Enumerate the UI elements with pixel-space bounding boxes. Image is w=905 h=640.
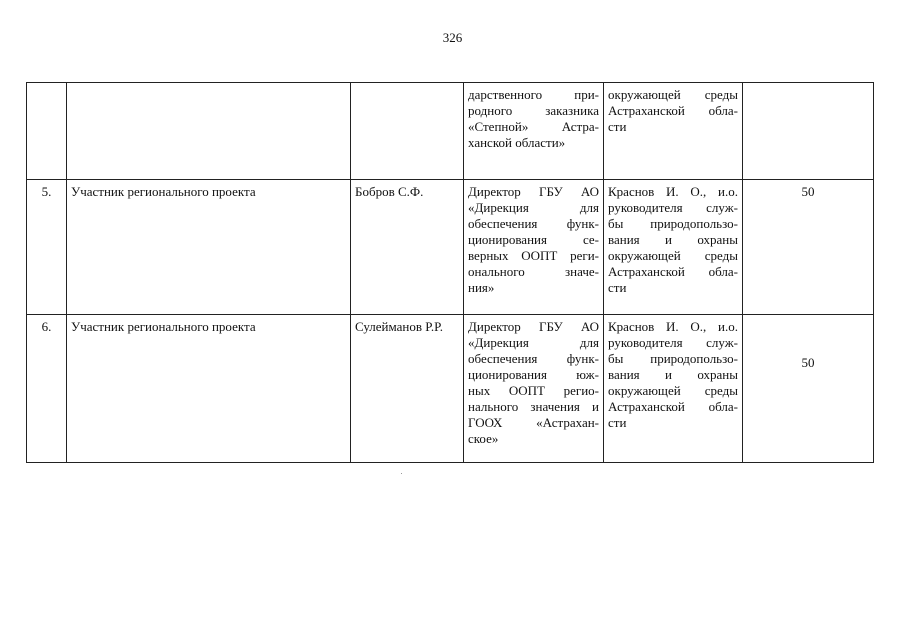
supervisor-line: сти: [608, 119, 627, 134]
position-line: ционирования се-: [468, 232, 599, 247]
position-line: «Степной» Астра-: [468, 119, 599, 134]
table-row: [27, 83, 874, 180]
supervisor-line: Краснов И. О., и.о.: [608, 319, 738, 334]
table-row: [27, 180, 874, 315]
supervisor-line: Астраханской обла-: [608, 264, 738, 279]
row-number-cell: [27, 83, 67, 180]
value-cell: [743, 180, 874, 315]
supervisor-line: бы природопользо-: [608, 216, 738, 231]
role-cell: Участник регионального проекта: [67, 180, 351, 315]
supervisor-line: окружающей среды: [608, 248, 738, 263]
role-cell: [67, 83, 351, 180]
position-line: ханской области»: [468, 135, 566, 150]
position-line: «Дирекция для: [468, 200, 599, 215]
supervisor-line: бы природопользо-: [608, 351, 738, 366]
supervisor-line: сти: [608, 280, 627, 295]
role-cell: Участник регионального проекта: [67, 315, 351, 463]
supervisor-line: окружающей среды: [608, 383, 738, 398]
supervisor-line: руководителя служ-: [608, 335, 738, 350]
supervisor-cell: [604, 83, 743, 180]
position-line: ское»: [468, 431, 499, 446]
supervisor-line: Астраханской обла-: [608, 399, 738, 414]
row-number-cell: 6.: [27, 315, 67, 463]
supervisor-line: окружающей среды: [608, 87, 738, 102]
supervisor-line: руководителя служ-: [608, 200, 738, 215]
position-line: ных ООПТ регио-: [468, 383, 599, 398]
page-number: 326: [442, 30, 463, 45]
position-cell: [464, 83, 604, 180]
position-cell: [464, 180, 604, 315]
supervisor-line: Краснов И. О., и.о.: [608, 184, 738, 199]
supervisor-line: вания и охраны: [608, 367, 738, 382]
value-cell: [743, 315, 874, 463]
position-line: обеспечения функ-: [468, 216, 599, 231]
supervisor-line: вания и охраны: [608, 232, 738, 247]
position-line: Директор ГБУ АО: [468, 319, 599, 334]
supervisor-line: сти: [608, 415, 627, 430]
table-row: [27, 315, 874, 463]
table-body: [27, 83, 874, 463]
name-cell: Сулейманов Р.Р.: [351, 315, 464, 463]
position-line: ния»: [468, 280, 495, 295]
position-line: Директор ГБУ АО: [468, 184, 599, 199]
name-cell: Бобров С.Ф.: [351, 180, 464, 315]
supervisor-cell: [604, 315, 743, 463]
position-line: ГООХ «Астрахан-: [468, 415, 599, 430]
position-line: обеспечения функ-: [468, 351, 599, 366]
position-line: ционирования юж-: [468, 367, 599, 382]
position-line: онального значе-: [468, 264, 599, 279]
position-line: верных ООПТ реги-: [468, 248, 599, 263]
supervisor-cell: [604, 180, 743, 315]
value-text: 50: [801, 184, 815, 199]
value-cell: [743, 83, 874, 180]
position-line: дарственного при-: [468, 87, 599, 102]
position-line: родного заказника: [468, 103, 599, 118]
value-text: 50: [801, 355, 815, 370]
supervisor-line: Астраханской обла-: [608, 103, 738, 118]
name-cell: [351, 83, 464, 180]
position-line: нального значения и: [468, 399, 599, 414]
scan-speck: [401, 473, 402, 474]
position-cell: [464, 315, 604, 463]
row-number-cell: 5.: [27, 180, 67, 315]
participants-table: [26, 82, 874, 463]
position-line: «Дирекция для: [468, 335, 599, 350]
